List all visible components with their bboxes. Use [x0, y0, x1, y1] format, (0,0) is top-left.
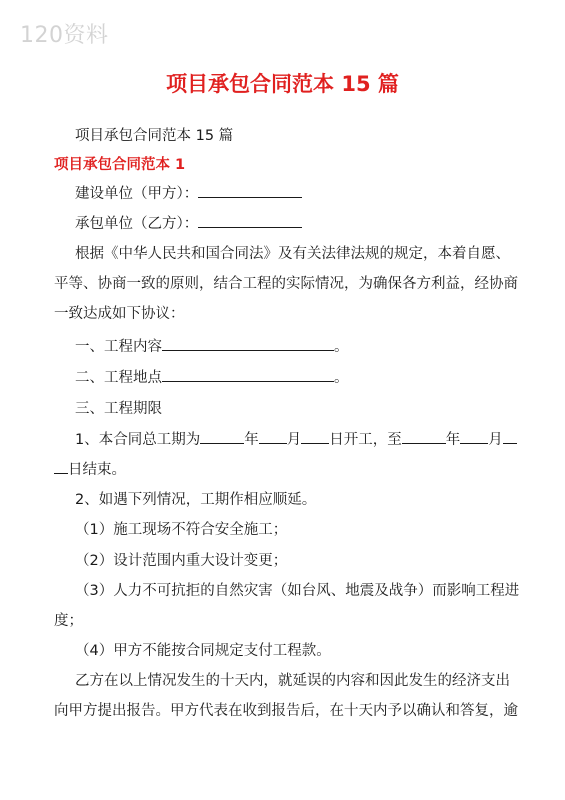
- case-1: （1）施工现场不符合安全施工；: [75, 522, 288, 538]
- intro-line-1: 根据《中华人民共和国合同法》及有关法律法规的规定，本着自愿、: [75, 246, 510, 262]
- clause-1-end-line: [54, 458, 524, 479]
- item-1-label: 一、工程内容: [75, 339, 162, 355]
- section-heading: 项目承包合同范本 1: [54, 157, 186, 173]
- case-4: （4）甲方不能按合同规定支付工程款。: [75, 643, 331, 659]
- item-1-end: 。: [334, 339, 349, 355]
- case-3: （3）人力不可抗拒的自然灾害（如台风、地震及战争）而影响工程进: [75, 583, 520, 599]
- subtitle: 项目承包合同范本 15 篇: [75, 128, 234, 144]
- item-2-blank: [162, 367, 334, 382]
- month-label-2: 月: [488, 432, 503, 448]
- item-2-end: 。: [334, 370, 349, 386]
- month-label: 月: [286, 432, 302, 448]
- closing-line-1: 乙方在以上情况发生的十天内，就延误的内容和因此发生的经济支出: [75, 673, 510, 689]
- party-a-line: [75, 182, 545, 203]
- clause-1-end: 日结束。: [68, 462, 126, 478]
- watermark: 120资料: [20, 23, 109, 48]
- item-3: 三、工程期限: [75, 401, 162, 417]
- start-label: 日开工，至: [329, 432, 402, 448]
- party-b-blank: [198, 213, 302, 228]
- item-1-blank: [162, 336, 334, 351]
- case-2: （2）设计范围内重大设计变更；: [75, 553, 288, 569]
- item-2-label: 二、工程地点: [75, 370, 162, 386]
- end-day-blank-a: [503, 429, 517, 444]
- item-1-line: [75, 335, 545, 356]
- year-label: 年: [244, 432, 259, 448]
- closing-line-2: 向甲方提出报告。甲方代表在收到报告后，在十天内予以确认和答复，逾: [54, 703, 518, 719]
- start-month-blank: [259, 429, 287, 444]
- end-day-blank-b: [54, 459, 68, 474]
- start-day-blank: [301, 429, 329, 444]
- clause-1-prefix: 1、本合同总工期为: [75, 432, 201, 448]
- party-b-label: 承包单位（乙方）：: [75, 216, 199, 232]
- item-2-line: [75, 366, 545, 387]
- case-3-cont: 度；: [54, 613, 83, 629]
- start-year-blank: [200, 429, 244, 444]
- year-label-2: 年: [445, 432, 461, 448]
- end-month-blank: [460, 429, 488, 444]
- intro-line-3: 一致达成如下协议：: [54, 306, 185, 322]
- party-a-blank: [198, 183, 302, 198]
- end-year-blank: [402, 429, 446, 444]
- intro-line-2: 平等、协商一致的原则，结合工程的实际情况，为确保各方利益，经协商: [54, 276, 518, 292]
- party-a-label: 建设单位（甲方）：: [75, 186, 199, 202]
- document-title: 项目承包合同范本 15 篇: [166, 72, 399, 96]
- clause-1-line: [75, 428, 545, 449]
- clause-2: 2、如遇下列情况，工期作相应顺延。: [75, 492, 317, 508]
- party-b-line: [75, 212, 545, 233]
